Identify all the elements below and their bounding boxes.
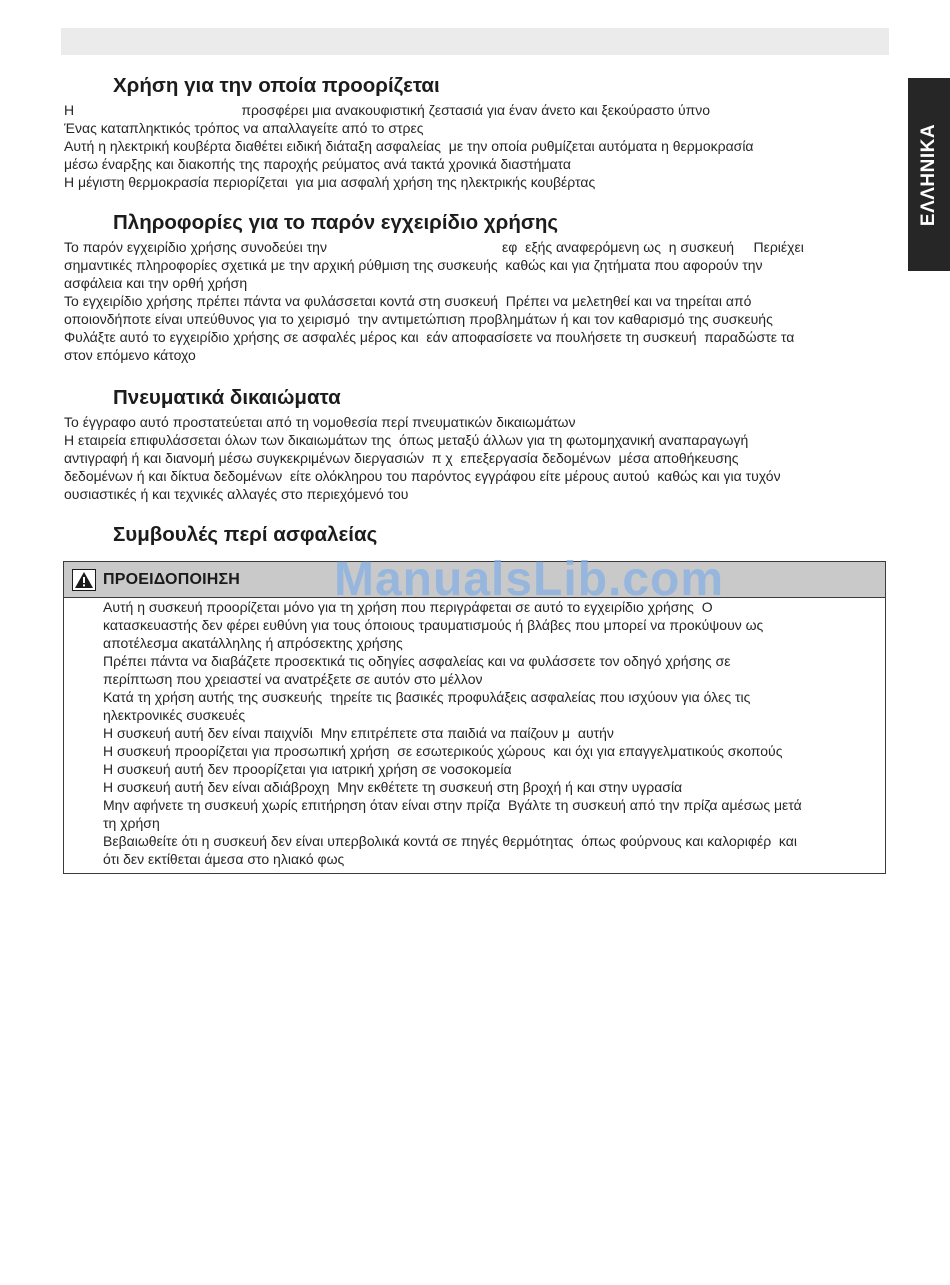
- paragraph-line: Η εταιρεία επιφυλάσσεται όλων των δικαιωμάτων της όπως μεταξύ άλλων για τη φωτομηχανική αναπαραγωγή: [64, 432, 749, 448]
- paragraph-line: σημαντικές πληροφορίες σχετικά με την αρχική ρύθμιση της συσκευής καθώς και για ζητήματα που αφορούν την: [64, 257, 763, 273]
- language-tab-label: ΕΛΛΗΝΙΚΑ: [918, 123, 939, 226]
- warning-line: περίπτωση που χρειαστεί να ανατρέξετε σε αυτόν στο μέλλον: [103, 671, 483, 687]
- paragraph-line: στον επόμενο κάτοχο: [64, 347, 196, 363]
- warning-line: Μην αφήνετε τη συσκευή χωρίς επιτήρηση όταν είναι στην πρίζα Βγάλτε τη συσκευή από την πρίζα αμέσως μετά: [103, 797, 802, 813]
- warning-line: Η συσκευή αυτή δεν είναι παιχνίδι Μην επιτρέπετε στα παιδιά να παίζουν μ αυτήν: [103, 725, 614, 741]
- paragraph-line: Το παρόν εγχειρίδιο χρήσης συνοδεύει την εφ εξής αναφερόμενη ως η συσκευή Περιέχει: [64, 239, 804, 255]
- warning-line: ότι δεν εκτίθεται άμεσα στο ηλιακό φως: [103, 851, 345, 867]
- warning-line: Πρέπει πάντα να διαβάζετε προσεκτικά τις οδηγίες ασφαλείας και να φυλάσσετε τον οδηγό χρήσης σε: [103, 653, 731, 669]
- section-title: Πνευματικά δικαιώματα: [113, 386, 341, 409]
- warning-line: ηλεκτρονικές συσκευές: [103, 707, 246, 723]
- warning-box: [63, 553, 886, 874]
- paragraph-line: ουσιαστικές ή και τεχνικές αλλαγές στο περιεχόμενό του: [64, 486, 409, 502]
- warning-line: αποτέλεσμα ακατάλληλης ή απρόσεκτης χρήσης: [103, 635, 403, 651]
- warning-line: Βεβαιωθείτε ότι η συσκευή δεν είναι υπερβολικά κοντά σε πηγές θερμότητας όπως φούρνους και καλοριφέρ και: [103, 833, 797, 849]
- section-intended-use: [64, 73, 890, 191]
- paragraph-line: αντιγραφή ή και διανομή μέσω συγκεκριμένων διεργασιών π χ επεξεργασία δεδομένων μέσα αποθήκευσης: [64, 450, 739, 466]
- warning-line: Η συσκευή προορίζεται για προσωπική χρήση σε εσωτερικούς χώρους και όχι για επαγγελματικούς σκοπούς: [103, 743, 783, 759]
- paragraph-line: Το εγχειρίδιο χρήσης πρέπει πάντα να φυλάσσεται κοντά στη συσκευή Πρέπει να μελετηθεί και να τηρείται από: [64, 293, 752, 309]
- warning-header: [64, 553, 885, 606]
- section-title: Συμβουλές περί ασφαλείας: [113, 523, 378, 546]
- paragraph-line: Το έγγραφο αυτό προστατεύεται από τη νομοθεσία περί πνευματικών δικαιωμάτων: [64, 414, 576, 430]
- watermark-logo: ManualsLib.com: [334, 553, 725, 606]
- warning-line: Κατά τη χρήση αυτής της συσκευής τηρείτε τις βασικές προφυλάξεις ασφαλείας που ισχύουν για όλες τις: [103, 689, 751, 705]
- language-tab: [908, 78, 950, 271]
- section-safety: [64, 522, 890, 550]
- paragraph-line: Η μέγιστη θερμοκρασία περιορίζεται για μια ασφαλή χρήση της ηλεκτρικής κουβέρτας: [64, 174, 596, 190]
- paragraph-line: Η προσφέρει μια ανακουφιστική ζεστασιά για έναν άνετο και ξεκούραστο ύπνο: [64, 102, 711, 118]
- warning-body: [103, 598, 802, 868]
- warning-line: Αυτή η συσκευή προορίζεται μόνο για τη χρήση που περιγράφεται σε αυτό το εγχειρίδιο χρήσης Ο: [103, 599, 713, 615]
- warning-triangle-icon: [72, 569, 96, 591]
- section-copyright: [64, 385, 890, 503]
- warning-title: ΠΡΟΕΙΔΟΠΟΙΗΣΗ: [103, 570, 241, 588]
- paragraph-line: δεδομένων ή και δίκτυα δεδομένων είτε ολόκληρου του παρόντος εγγράφου είτε μέρους αυτού καθώς και για τυχόν: [64, 468, 781, 484]
- section-title: Πληροφορίες για το παρόν εγχειρίδιο χρήσης: [113, 211, 559, 234]
- page-header-bar: [61, 28, 889, 55]
- paragraph-line: ασφάλεια και την ορθή χρήση: [64, 275, 248, 291]
- section-title: Χρήση για την οποία προορίζεται: [113, 74, 440, 97]
- section-manual-info: [64, 210, 890, 364]
- warning-line: Η συσκευή αυτή δεν είναι αδιάβροχη Μην εκθέτετε τη συσκευή στη βροχή ή και στην υγρασία: [103, 779, 683, 795]
- paragraph-line: οποιονδήποτε είναι υπεύθυνος για το χειρισμό την αντιμετώπιση προβλημάτων ή και τον καθαρισμό της συσκευής: [64, 311, 773, 327]
- warning-line: Η συσκευή αυτή δεν προορίζεται για ιατρική χρήση σε νοσοκομεία: [103, 761, 512, 777]
- warning-line: κατασκευαστής δεν φέρει ευθύνη για τους όποιους τραυματισμούς ή βλάβες που μπορεί να προκύψουν ως: [103, 617, 764, 633]
- paragraph-line: μέσω έναρξης και διακοπής της παροχής ρεύματος ανά τακτά χρονικά διαστήματα: [64, 156, 571, 172]
- paragraph-line: Φυλάξτε αυτό το εγχειρίδιο χρήσης σε ασφαλές μέρος και εάν αποφασίσετε να πουλήσετε τη συσκευή παραδώστε τα: [64, 329, 795, 345]
- warning-line: τη χρήση: [103, 815, 160, 831]
- paragraph-line: Ένας καταπληκτικός τρόπος να απαλλαγείτε από το στρες: [64, 120, 424, 136]
- paragraph-line: Αυτή η ηλεκτρική κουβέρτα διαθέτει ειδική διάταξη ασφαλείας με την οποία ρυθμίζεται αυτόματα η θερμοκρασία: [64, 138, 754, 154]
